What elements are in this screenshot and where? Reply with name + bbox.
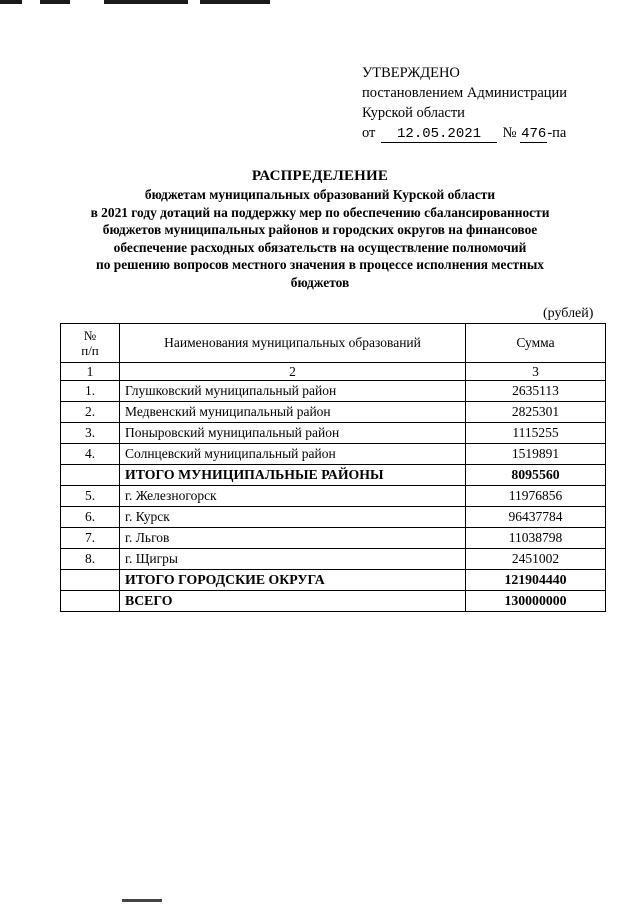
document-title: [30, 167, 610, 291]
approval-authority: постановлением Администрации: [362, 85, 568, 101]
title-main: РАСПРЕДЕЛЕНИЕ: [251, 168, 389, 184]
table-total-row: [61, 465, 606, 486]
approval-date-line: [362, 123, 567, 143]
row-sum: 11976856: [466, 486, 606, 507]
number-prefix: №: [502, 125, 517, 141]
row-sum: 2451002: [466, 549, 606, 570]
table-row: [61, 381, 606, 402]
approval-region: Курской области: [362, 105, 465, 121]
title-line: обеспечение расходных обязательств на осуществление полномочий: [113, 239, 527, 255]
title-line: по решению вопросов местного значения в процессе исполнения местных: [95, 257, 544, 272]
row-sum: 8095560: [466, 465, 606, 486]
row-name: ИТОГО МУНИЦИПАЛЬНЫЕ РАЙОНЫ: [120, 465, 466, 486]
header-name: Наименования муниципальных образований: [120, 324, 466, 363]
row-name: г. Льгов: [120, 528, 466, 549]
title-line: бюджетов муниципальных районов и городских округов на финансовое: [102, 222, 538, 237]
row-number: 5.: [61, 486, 120, 507]
header-sum: Сумма: [466, 324, 606, 363]
row-name: Солнцевский муниципальный район: [120, 444, 466, 465]
scan-artifact-top: [0, 0, 22, 4]
table-row: [61, 444, 606, 465]
row-name: ВСЕГО: [120, 591, 466, 612]
row-name: г. Железногорск: [120, 486, 466, 507]
row-sum: 1519891: [466, 444, 606, 465]
header-number: № п/п: [61, 324, 120, 363]
title-line: в 2021 году дотаций на поддержку мер по обеспечению сбалансированности: [90, 204, 550, 220]
row-sum: 121904440: [466, 570, 606, 591]
approval-date: 12.05.2021: [381, 127, 497, 143]
table-header-row: [61, 324, 606, 363]
index-cell: 2: [120, 363, 466, 381]
scan-artifact-top: [200, 0, 270, 4]
table-row: [61, 423, 606, 444]
scan-artifact-top: [40, 0, 70, 4]
row-name: г. Щигры: [120, 549, 466, 570]
index-cell: 3: [466, 363, 606, 381]
units-label: (рублей): [543, 306, 594, 321]
row-number: 8.: [61, 549, 120, 570]
title-line: бюджетов: [290, 274, 350, 290]
table-total-row: [61, 570, 606, 591]
table-row: [61, 402, 606, 423]
row-number: 4.: [61, 444, 120, 465]
row-number: [61, 465, 120, 486]
date-prefix: от: [362, 125, 376, 141]
row-sum: 96437784: [466, 507, 606, 528]
row-sum: 11038798: [466, 528, 606, 549]
approval-block: [362, 63, 567, 143]
row-number: 7.: [61, 528, 120, 549]
row-number: [61, 570, 120, 591]
row-name: г. Курск: [120, 507, 466, 528]
title-line: бюджетам муниципальных образований Курской области: [144, 187, 496, 202]
table-row: [61, 486, 606, 507]
scan-artifact-bottom: [122, 899, 162, 902]
row-number: [61, 591, 120, 612]
distribution-table: [60, 323, 606, 612]
row-number: 6.: [61, 507, 120, 528]
row-sum: 2825301: [466, 402, 606, 423]
table-row: [61, 528, 606, 549]
row-sum: 1115255: [466, 423, 606, 444]
approval-number: 476: [521, 126, 547, 142]
row-sum: 2635113: [466, 381, 606, 402]
index-cell: 1: [61, 363, 120, 381]
row-name: Медвенский муниципальный район: [120, 402, 466, 423]
row-name: ИТОГО ГОРОДСКИЕ ОКРУГА: [120, 570, 466, 591]
scan-artifact-top: [104, 0, 188, 4]
row-name: Поныровский муниципальный район: [120, 423, 466, 444]
table-row: [61, 507, 606, 528]
table-total-row: [61, 591, 606, 612]
row-name: Глушковский муниципальный район: [120, 381, 466, 402]
row-number: 2.: [61, 402, 120, 423]
index-row: [61, 363, 606, 381]
number-suffix: -па: [547, 125, 567, 141]
approval-status: УТВЕРЖДЕНО: [362, 65, 460, 81]
row-number: 1.: [61, 381, 120, 402]
row-sum: 130000000: [466, 591, 606, 612]
table-row: [61, 549, 606, 570]
row-number: 3.: [61, 423, 120, 444]
